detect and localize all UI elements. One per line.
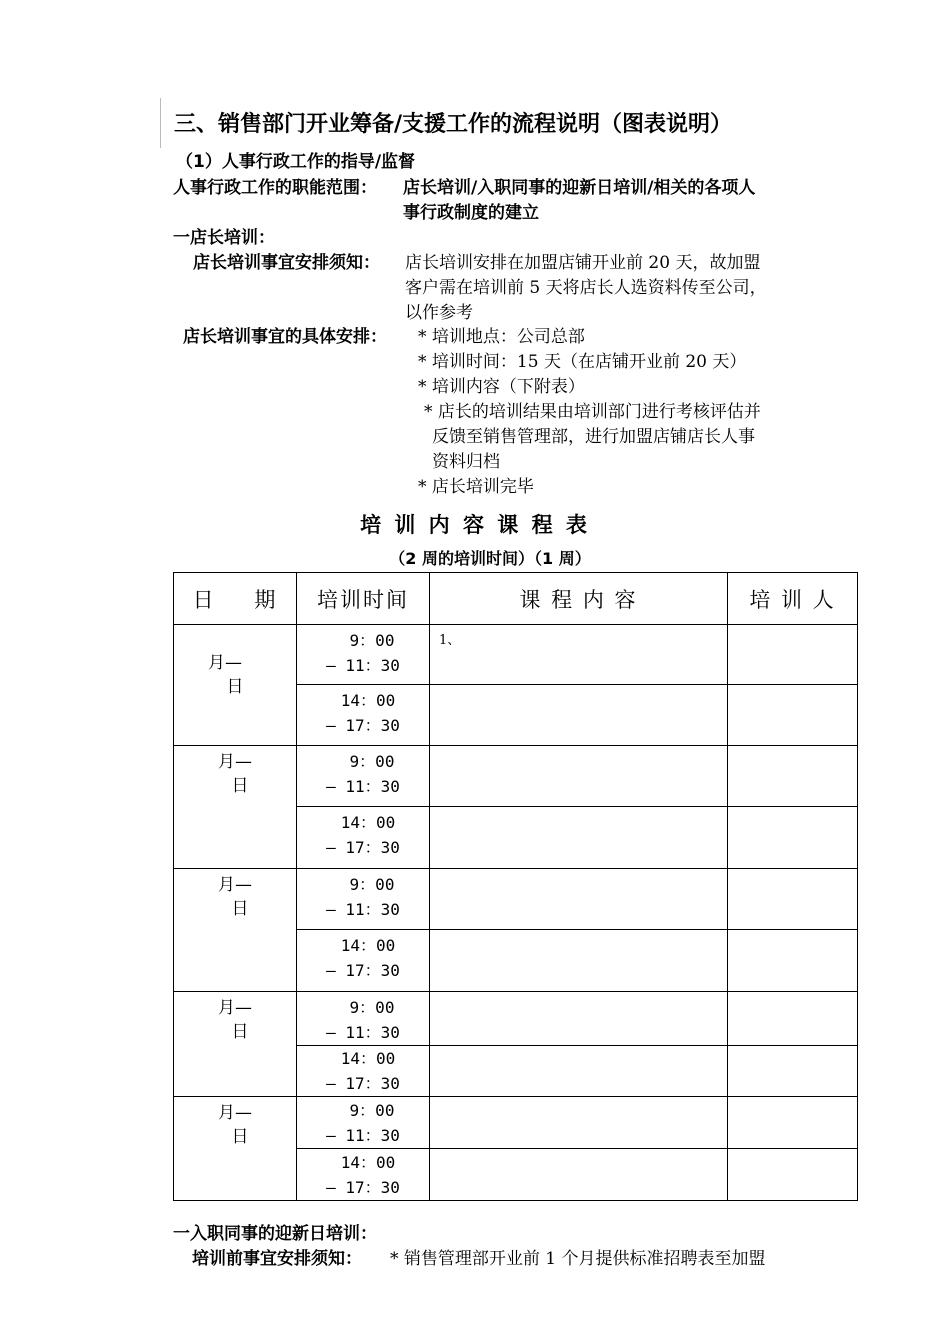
time-start: 14：00: [340, 813, 396, 832]
time-end: – 17：30: [326, 838, 400, 857]
time-end: – 11：30: [326, 1126, 400, 1145]
content-cell[interactable]: [430, 992, 728, 1046]
content-item-number: 1、: [439, 633, 461, 648]
content-cell[interactable]: [430, 746, 728, 807]
date-cell: [174, 746, 297, 869]
arrangement-line-4: * 店长的培训结果由培训部门进行考核评估并: [424, 402, 761, 422]
content-cell[interactable]: [430, 930, 728, 992]
time-cell-morning: [297, 869, 430, 930]
arrangement-label: 店长培训事宜的具体安排：: [183, 327, 387, 347]
date-month: 月—: [218, 998, 252, 1018]
table-row: [174, 992, 858, 1046]
header-trainer: 培 训 人: [728, 573, 858, 625]
section-heading: 三、销售部门开业筹备/支援工作的流程说明（图表说明）: [174, 112, 733, 137]
scope-label: 人事行政工作的职能范围：: [173, 178, 377, 198]
arrangement-line-2: * 培训时间：15 天（在店铺开业前 20 天）: [418, 352, 747, 372]
time-end: – 17：30: [326, 716, 400, 735]
table-row: [174, 625, 858, 685]
time-end: – 17：30: [326, 1074, 400, 1093]
margin-rule: [160, 98, 161, 148]
trainer-cell[interactable]: [728, 869, 858, 930]
content-cell[interactable]: [430, 685, 728, 746]
date-day: 日: [231, 1127, 249, 1147]
content-cell[interactable]: [430, 1149, 728, 1201]
trainer-cell[interactable]: [728, 746, 858, 807]
date-cell: [174, 1097, 297, 1201]
manager-training-title: 一店长培训：: [173, 228, 275, 248]
header-content: 课 程 内 容: [430, 573, 728, 625]
time-end: – 11：30: [326, 777, 400, 796]
sub-heading: （1）人事行政工作的指导/监督: [176, 152, 416, 172]
trainer-cell[interactable]: [728, 992, 858, 1046]
content-cell[interactable]: [430, 1046, 728, 1097]
header-time: 培训时间: [297, 573, 430, 625]
arrangement-line-1: * 培训地点：公司总部: [418, 327, 585, 347]
time-start: 14：00: [340, 691, 396, 710]
content-cell[interactable]: [430, 1097, 728, 1149]
time-start: 9：00: [349, 752, 395, 771]
manager-notice-line-1: 店长培训安排在加盟店铺开业前 20 天，故加盟: [405, 253, 761, 273]
trainer-cell[interactable]: [728, 685, 858, 746]
manager-notice-line-2: 客户需在培训前 5 天将店长人选资料传至公司，: [405, 278, 767, 298]
time-cell-morning: [297, 625, 430, 685]
new-staff-title: 一入职同事的迎新日培训：: [173, 1224, 377, 1244]
manager-notice-line-3: 以作参考: [405, 303, 473, 323]
date-cell: [174, 625, 297, 746]
time-end: – 11：30: [326, 900, 400, 919]
table-header-row: [174, 573, 858, 625]
time-cell-morning: [297, 992, 430, 1046]
arrangement-line-5: 反馈至销售管理部，进行加盟店铺店长人事: [432, 427, 755, 447]
time-cell-afternoon: [297, 685, 430, 746]
time-cell-afternoon: [297, 930, 430, 992]
time-start: 9：00: [349, 1101, 395, 1120]
time-start: 9：00: [349, 875, 395, 894]
time-cell-afternoon: [297, 807, 430, 869]
content-cell[interactable]: [430, 869, 728, 930]
time-cell-afternoon: [297, 1046, 430, 1097]
date-day: 日: [226, 677, 244, 697]
time-start: 14：00: [340, 1049, 396, 1068]
trainer-cell[interactable]: [728, 807, 858, 869]
table-row: [174, 869, 858, 930]
trainer-cell[interactable]: [728, 1149, 858, 1201]
time-start: 14：00: [340, 936, 396, 955]
time-cell-morning: [297, 746, 430, 807]
training-schedule-table: [173, 572, 858, 1201]
time-start: 9：00: [349, 998, 395, 1017]
time-start: 14：00: [340, 1153, 396, 1172]
date-month: 月—: [208, 653, 242, 673]
time-start: 9：00: [349, 631, 395, 650]
time-end: – 11：30: [326, 656, 400, 675]
content-cell[interactable]: [430, 625, 728, 685]
date-cell: [174, 992, 297, 1097]
trainer-cell[interactable]: [728, 625, 858, 685]
content-cell[interactable]: [430, 807, 728, 869]
new-staff-notice-label: 培训前事宜安排须知：: [192, 1249, 362, 1269]
schedule-title: 培 训 内 容 课 程 表: [360, 513, 590, 537]
date-day: 日: [231, 1022, 249, 1042]
time-end: – 17：30: [326, 1178, 400, 1197]
trainer-cell[interactable]: [728, 930, 858, 992]
arrangement-line-6: 资料归档: [432, 452, 500, 472]
new-staff-notice-text: * 销售管理部开业前 1 个月提供标准招聘表至加盟: [390, 1249, 766, 1269]
scope-text-line-2: 事行政制度的建立: [403, 203, 539, 223]
date-month: 月—: [218, 875, 252, 895]
time-cell-afternoon: [297, 1149, 430, 1201]
arrangement-line-3: * 培训内容（下附表）: [418, 377, 585, 397]
table-row: [174, 1097, 858, 1149]
date-day: 日: [231, 776, 249, 796]
schedule-subtitle: （2 周的培训时间）（1 周）: [389, 549, 591, 568]
trainer-cell[interactable]: [728, 1046, 858, 1097]
time-cell-morning: [297, 1097, 430, 1149]
scope-text-line-1: 店长培训/入职同事的迎新日培训/相关的各项人: [403, 178, 756, 198]
header-date: 日 期: [174, 573, 297, 625]
date-month: 月—: [218, 752, 252, 772]
table-row: [174, 746, 858, 807]
manager-notice-label: 店长培训事宜安排须知：: [193, 253, 380, 273]
date-day: 日: [231, 899, 249, 919]
trainer-cell[interactable]: [728, 1097, 858, 1149]
date-month: 月—: [218, 1103, 252, 1123]
time-end: – 11：30: [326, 1023, 400, 1042]
time-end: – 17：30: [326, 961, 400, 980]
arrangement-line-7: * 店长培训完毕: [418, 477, 534, 497]
date-cell: [174, 869, 297, 992]
